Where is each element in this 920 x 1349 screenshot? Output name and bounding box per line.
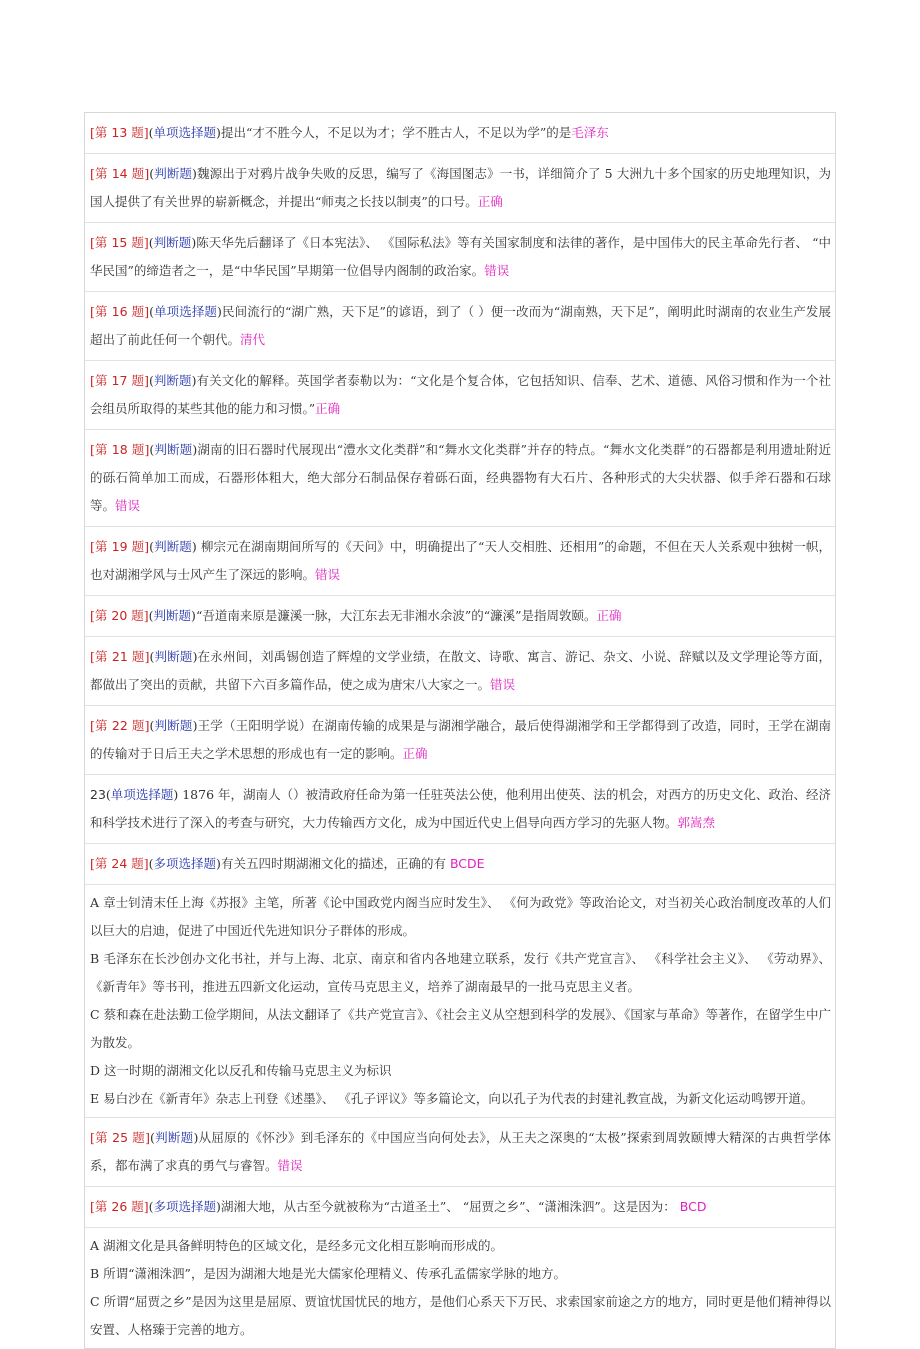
close-bracket: ] <box>144 718 150 733</box>
question-number[interactable]: 第 21 题 <box>94 649 145 664</box>
open-bracket: [ <box>90 539 95 554</box>
question-item: [第 20 题](判断题)“吾道南来原是濂溪一脉，大江东去无非湘水余波”的“濂溪”是指周敦颐。正确 <box>85 596 835 637</box>
option-list <box>85 885 835 1118</box>
question-item: 23(单项选择题) 1876 年，湖南人（）被清政府任命为第一任驻英法公使，他利用出使英、法的机会，对西方的历史文化、政治、经济和科学技术进行了深入的考查与研究，大力传输西方文化，成为中国近代史上倡导向西方学习的先驱人物。郭嵩焘 <box>85 775 835 844</box>
answer: BCDE <box>449 856 485 871</box>
answer: 正确 <box>477 194 503 209</box>
close-bracket: ] <box>144 539 150 554</box>
question-number[interactable]: 第 25 题 <box>94 1130 146 1145</box>
question-text: 魏源出于对鸦片战争失败的反思，编写了《海国图志》一书，详细简介了 5 大洲九十多个国家的历史地理知识，为国人提供了有关世界的崭新概念，并提出“师夷之长技以制夷”的口号。 <box>90 166 831 209</box>
question-item: [第 24 题](多项选择题)有关五四时期湖湘文化的描述，正确的有 BCDE <box>85 844 835 885</box>
close-bracket: ] <box>143 125 149 140</box>
option-d: D 这一时期的湖湘文化以反孔和传输马克思主义为标识 <box>90 1063 392 1078</box>
question-text: 民间流行的“湖广熟，天下足”的谚语，到了（ ）便一改而为“湖南熟，天下足”，阐明此时湖南的农业生产发展超出了前此任何一个朝代。 <box>90 304 831 347</box>
question-item: [第 22 题](判断题)王学（王阳明学说）在湖南传输的成果是与湖湘学融合，最后使得湖湘学和王学都得到了改造，同时，王学在湖南的传输对于日后王夫之学术思想的形成也有一定的影响。正确 <box>85 706 835 775</box>
close-bracket: ] <box>144 166 150 181</box>
option-a: A 章士钊清末任上海《苏报》主笔，所著《论中国政党内阁当应时发生》、 《何为政党》等政治论文，对当初关心政治制度改革的人们以巨大的启迪，促进了中国近代先进知识分子群体的形成。 <box>90 895 831 938</box>
question-text: 1876 年，湖南人（）被清政府任命为第一任驻英法公使，他利用出使英、法的机会，对西方的历史文化、政治、经济和科学技术进行了深入的考查与研究，大力传输西方文化，成为中国近代史上倡导向西方学习的先驱人物。 <box>90 787 831 830</box>
question-type[interactable]: 多项选择题 <box>153 1199 217 1214</box>
question-item: [第 16 题](单项选择题)民间流行的“湖广熟，天下足”的谚语，到了（ ）便一改而为“湖南熟，天下足”，阐明此时湖南的农业生产发展超出了前此任何一个朝代。清代 <box>85 292 835 361</box>
question-text: 有关五四时期湖湘文化的描述，正确的有 <box>220 856 446 871</box>
answer: 正确 <box>402 746 428 761</box>
question-type[interactable]: 判断题 <box>153 373 192 388</box>
question-type[interactable]: 单项选择题 <box>153 125 217 140</box>
question-number[interactable]: 第 19 题 <box>94 539 145 554</box>
question-number[interactable]: 23 <box>90 787 106 802</box>
question-type[interactable]: 判断题 <box>154 649 193 664</box>
question-type[interactable]: 多项选择题 <box>153 856 217 871</box>
close-bracket: ] <box>143 856 149 871</box>
question-type[interactable]: 判断题 <box>154 442 193 457</box>
question-text: 有关文化的解释。英国学者泰勒以为：“文化是个复合体，它包括知识、信奉、艺术、道德、风俗习惯和作为一个社会组员所取得的某些其他的能力和习惯。” <box>90 373 831 416</box>
option-b: B 所谓“潇湘洙泗”，是因为湖湘大地是光大儒家伦理精义、传承孔孟儒家学脉的地方。 <box>90 1266 566 1281</box>
question-type[interactable]: 判断题 <box>154 718 193 733</box>
question-number[interactable]: 第 13 题 <box>94 125 144 140</box>
option-e: E 易白沙在《新青年》杂志上刊登《述墨》、 《孔子评议》等多篇论文，向以孔子为代表的封建礼教宣战，为新文化运动鸣锣开道。 <box>90 1091 814 1106</box>
question-type[interactable]: 判断题 <box>154 539 192 554</box>
open-bracket: [ <box>90 1199 95 1214</box>
question-type[interactable]: 判断题 <box>154 166 193 181</box>
open-bracket: [ <box>90 235 95 250</box>
question-list <box>84 112 836 1349</box>
answer: 正确 <box>596 608 622 623</box>
option-c: C 所谓“屈贾之乡”是因为这里是屈原、贾谊忧国忧民的地方，是他们心系天下万民、求索国家前途之方的地方，同时更是他们精神得以安置、人格臻于完善的地方。 <box>90 1294 831 1337</box>
option-list <box>85 1228 835 1348</box>
question-number[interactable]: 第 22 题 <box>94 718 145 733</box>
question-text: 提出“才不胜今人，不足以为才；学不胜古人，不足以为学”的是 <box>220 125 572 140</box>
option-a: A 湖湘文化是具备鲜明特色的区域文化，是经多元文化相互影响而形成的。 <box>90 1238 504 1253</box>
question-number[interactable]: 第 18 题 <box>94 442 145 457</box>
question-item: [第 26 题](多项选择题)湖湘大地，从古至今就被称为“古道圣土”、 “屈贾之乡”、“潇湘洙泗”。这是因为： BCD <box>85 1187 835 1228</box>
open-bracket: [ <box>90 442 95 457</box>
question-type[interactable]: 判断题 <box>154 1130 194 1145</box>
question-type[interactable]: 单项选择题 <box>153 304 218 319</box>
close-bracket: ] <box>144 373 149 388</box>
question-number[interactable]: 第 16 题 <box>94 304 145 319</box>
question-number[interactable]: 第 15 题 <box>94 235 144 250</box>
question-text: “吾道南来原是濂溪一脉，大江东去无非湘水余波”的“濂溪”是指周敦颐。 <box>195 608 597 623</box>
close-bracket: ] <box>143 1199 149 1214</box>
answer: 错误 <box>484 263 510 278</box>
open-bracket: [ <box>90 125 95 140</box>
close-bracket: ] <box>144 442 150 457</box>
option-c: C 蔡和森在赴法勤工俭学期间，从法文翻译了《共产党宣言》、《社会主义从空想到科学的发展》、《国家与革命》等著作，在留学生中广为散发。 <box>90 1007 831 1050</box>
question-text: 从屈原的《怀沙》到毛泽东的《中国应当向何处去》，从王夫之深奥的“太极”探索到周敦颐博大精深的古典哲学体系，都布满了求真的勇气与睿智。 <box>90 1130 831 1173</box>
close-bracket: ] <box>143 235 149 250</box>
question-type[interactable]: 单项选择题 <box>110 787 174 802</box>
open-bracket: [ <box>90 1130 95 1145</box>
close-bracket: ] <box>144 649 150 664</box>
close-bracket: ] <box>143 608 149 623</box>
answer: 正确 <box>315 401 341 416</box>
answer: 郭嵩焘 <box>677 815 716 830</box>
close-bracket: ] <box>144 304 150 319</box>
answer: BCD <box>679 1199 707 1214</box>
open-bracket: [ <box>90 166 95 181</box>
question-item: [第 17 题](判断题)有关文化的解释。英国学者泰勒以为：“文化是个复合体，它包括知识、信奉、艺术、道德、风俗习惯和作为一个社会组员所取得的某些其他的能力和习惯。”正确 <box>85 361 835 430</box>
question-type[interactable]: 判断题 <box>153 235 192 250</box>
answer: 毛泽东 <box>571 125 609 140</box>
question-type[interactable]: 判断题 <box>153 608 192 623</box>
open-bracket: [ <box>90 373 95 388</box>
option-b: B 毛泽东在长沙创办文化书社，并与上海、北京、南京和省内各地建立联系，发行《共产党宣言》、 《科学社会主义》、 《劳动界》、《新青年》等书刊，推进五四新文化运动，宣传马克思主义，培养了湖南最早的一批马克思主义者。 <box>90 951 831 994</box>
question-item: [第 19 题](判断题) 柳宗元在湖南期间所写的《天问》中，明确提出了“天人交相胜、还相用”的命题，不但在天人关系观中独树一帜，也对湖湘学风与士风产生了深远的影响。错误 <box>85 527 835 596</box>
question-item: [第 14 题](判断题)魏源出于对鸦片战争失败的反思，编写了《海国图志》一书，详细简介了 5 大洲九十多个国家的历史地理知识，为国人提供了有关世界的崭新概念，并提出“师夷之长技以制夷”的口号。正确 <box>85 154 835 223</box>
question-item: [第 15 题](判断题)陈天华先后翻译了《日本宪法》、 《国际私法》等有关国家制度和法律的著作，是中国伟大的民主革命先行者、 “中华民国”的缔造者之一，是“中华民国”早期第一位倡导内阁制的政治家。错误 <box>85 223 835 292</box>
question-text: 陈天华先后翻译了《日本宪法》、 《国际私法》等有关国家制度和法律的著作，是中国伟大的民主革命先行者、 “中华民国”的缔造者之一，是“中华民国”早期第一位倡导内阁制的政治家。 <box>90 235 831 278</box>
open-bracket: [ <box>90 608 95 623</box>
question-text: 柳宗元在湖南期间所写的《天问》中，明确提出了“天人交相胜、还相用”的命题，不但在天人关系观中独树一帜，也对湖湘学风与士风产生了深远的影响。 <box>90 539 831 582</box>
open-bracket: [ <box>90 856 95 871</box>
question-item: [第 25 题](判断题)从屈原的《怀沙》到毛泽东的《中国应当向何处去》，从王夫之深奥的“太极”探索到周敦颐博大精深的古典哲学体系，都布满了求真的勇气与睿智。错误 <box>85 1118 835 1187</box>
question-item: [第 21 题](判断题)在永州间，刘禹锡创造了辉煌的文学业绩，在散文、诗歌、寓言、游记、杂文、小说、辞赋以及文学理论等方面，都做出了突出的贡献，共留下六百多篇作品，使之成为唐宋八大家之一。错误 <box>85 637 835 706</box>
question-number[interactable]: 第 24 题 <box>94 856 144 871</box>
question-number[interactable]: 第 26 题 <box>94 1199 144 1214</box>
close-bracket: ] <box>145 1130 150 1145</box>
question-item: [第 18 题](判断题)湖南的旧石器时代展现出“澧水文化类群”和“舞水文化类群”并存的特点。“舞水文化类群”的石器都是利用遗址附近的砾石简单加工而成，石器形体粗大，绝大部分石制品保存着砾石面，经典器物有大石片、各种形式的大尖状器、似手斧石器和石球等。错误 <box>85 430 835 527</box>
question-number[interactable]: 第 17 题 <box>94 373 145 388</box>
answer: 错误 <box>115 498 141 513</box>
answer: 错误 <box>490 677 516 692</box>
answer: 错误 <box>315 567 341 582</box>
question-text: 王学（王阳明学说）在湖南传输的成果是与湖湘学融合，最后使得湖湘学和王学都得到了改造，同时，王学在湖南的传输对于日后王夫之学术思想的形成也有一定的影响。 <box>90 718 831 761</box>
open-bracket: [ <box>90 718 95 733</box>
open-bracket: [ <box>90 304 95 319</box>
answer: 错误 <box>277 1158 303 1173</box>
question-number[interactable]: 第 20 题 <box>94 608 144 623</box>
question-text: 湖湘大地，从古至今就被称为“古道圣土”、 “屈贾之乡”、“潇湘洙泗”。这是因为： <box>220 1199 676 1214</box>
question-number[interactable]: 第 14 题 <box>94 166 145 181</box>
question-item: [第 13 题](单项选择题)提出“才不胜今人，不足以为才；学不胜古人，不足以为学”的是毛泽东 <box>85 113 835 154</box>
question-text: 在永州间，刘禹锡创造了辉煌的文学业绩，在散文、诗歌、寓言、游记、杂文、小说、辞赋以及文学理论等方面，都做出了突出的贡献，共留下六百多篇作品，使之成为唐宋八大家之一。 <box>90 649 831 692</box>
question-text: 湖南的旧石器时代展现出“澧水文化类群”和“舞水文化类群”并存的特点。“舞水文化类群”的石器都是利用遗址附近的砾石简单加工而成，石器形体粗大，绝大部分石制品保存着砾石面，经典器物有大石片、各种形式的大尖状器、似手斧石器和石球等。 <box>90 442 831 513</box>
open-bracket: [ <box>90 649 95 664</box>
answer: 清代 <box>240 332 266 347</box>
